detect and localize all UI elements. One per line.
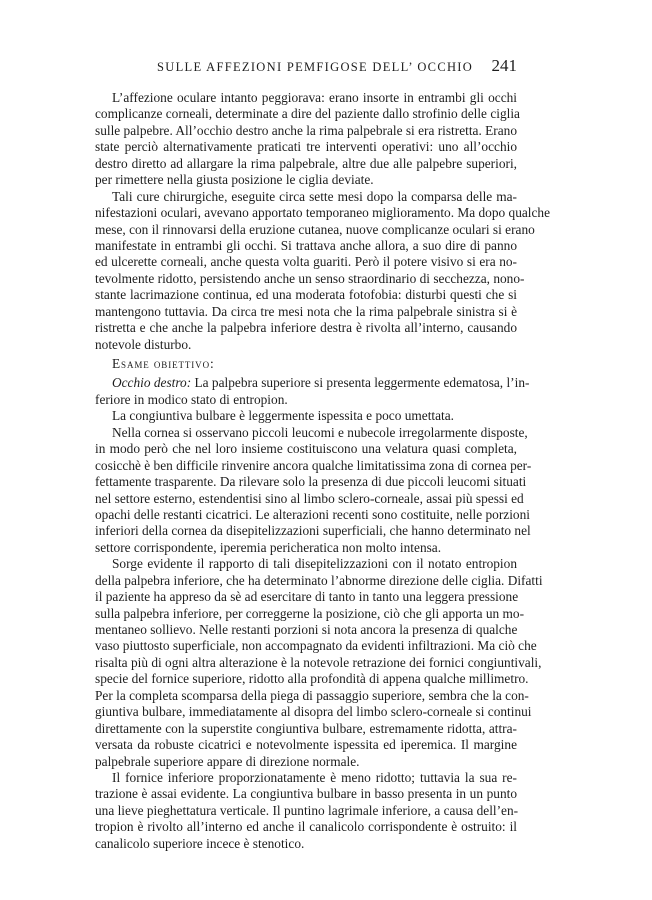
text-line: direttamente con la superstite congiuntiva bulbare, estremamente ridotta, attra- bbox=[95, 720, 517, 736]
text-line: della palpebra inferiore, che ha determinato l’abnorme direzione delle ciglia. Difatti bbox=[95, 572, 543, 588]
text-line: fettamente trasparente. Da rilevare solo la presenza di due piccoli leucomi situati bbox=[95, 474, 527, 490]
text-line: sulla palpebra inferiore, per correggerne la posizione, ciò che gli apporta un mo- bbox=[95, 605, 525, 621]
text-line: vaso piuttosto superficiale, non accompagnato da evidenti infiltrazioni. Ma ciò che bbox=[95, 638, 537, 654]
text-line: stante lacrimazione continua, ed una moderata fotofobia: disturbi questi che si bbox=[95, 287, 517, 303]
text-line: trazione è assai evidente. La congiuntiva bulbare in basso presenta in un punto bbox=[95, 786, 517, 802]
text-line: specie del fornice superiore, ridotto alla profondità di appena qualche millimetro. bbox=[95, 671, 529, 687]
text-line: Nella cornea si osservano piccoli leucomi e nubecole irregolarmente disposte, bbox=[112, 424, 528, 440]
text-run: La palpebra superiore si presenta leggermente edematosa, l’in- bbox=[191, 375, 530, 391]
text-line: ristretta e che anche la palpebra inferiore destra è rivolta all’interno, causando bbox=[95, 320, 517, 336]
text-line: versata da robuste cicatrici e notevolmente ispessita ed iperemica. Il margine bbox=[95, 737, 517, 753]
text-line: La congiuntiva bulbare è leggermente ispessita e poco umettata. bbox=[112, 408, 454, 424]
text-line: per rimettere nella giusta posizione le ciglia deviate. bbox=[95, 172, 374, 188]
text-line: sulle palpebre. All’occhio destro anche la rima palpebrale si era ristretta. Erano bbox=[95, 122, 518, 138]
text-line: in modo però che nel loro insieme costituiscono una velatura quasi completa, bbox=[95, 441, 517, 457]
text-line: inferiori della cornea da disepitelizzazioni superficiali, che hanno determinato nel bbox=[95, 523, 531, 539]
text-line: nel settore esterno, estendentisi sino al limbo sclero-corneale, assai più spessi ed bbox=[95, 490, 524, 506]
body-text bbox=[95, 90, 551, 852]
text-line: risalta più di ogni altra alterazione è la notevole retrazione dei fornici congiuntivali, bbox=[95, 654, 542, 670]
text-line: Per la completa scomparsa della piega di passaggio superiore, sembra che la con- bbox=[95, 687, 529, 703]
text-line: una lieve pieghettatura verticale. Il puntino lagrimale inferiore, a causa dell’en- bbox=[95, 802, 519, 818]
text-line: Tali cure chirurgiche, eseguite circa sette mesi dopo la comparsa delle ma- bbox=[112, 188, 517, 204]
text-line: canalicolo superiore incece è stenotico. bbox=[95, 835, 305, 851]
text-line: Il fornice inferiore proporzionatamente è meno ridotto; tuttavia la sua re- bbox=[112, 769, 517, 785]
text-line: state perciò alternativamente praticati tre interventi operativi: uno all’occhio bbox=[95, 139, 517, 155]
text-line: Sorge evidente il rapporto di tali disepitelizzazioni con il notato entropion bbox=[112, 556, 517, 572]
text-line: giuntiva bulbare, immediatamente al disopra del limbo sclero-corneale si continui bbox=[95, 704, 532, 720]
italic-label: Occhio destro: bbox=[112, 375, 192, 391]
text-line: opachi delle restanti cicatrici. Le alterazioni recenti sono costituite, nelle porzioni bbox=[95, 506, 530, 522]
text-line: mantengono tuttavia. Da circa tre mesi nota che la rima palpebrale sinistra si è bbox=[95, 303, 517, 319]
text-line: L’affezione oculare intanto peggiorava: erano insorte in entrambi gli occhi bbox=[112, 90, 517, 105]
text-line: tropion è rivolto all’interno ed anche il canalicolo corrispondente è ostruito: il bbox=[95, 819, 517, 835]
text-line bbox=[95, 375, 530, 391]
text-line: ed ulcerette corneali, anche questa volta guariti. Però il potere visivo si era no- bbox=[95, 254, 517, 270]
text-line: il paziente ha appreso da sè ad esercitare di tanto in tanto una leggera pressione bbox=[95, 589, 519, 605]
text-line: complicanze corneali, determinate a dire del paziente dallo strofinio delle ciglia bbox=[95, 106, 520, 122]
text-line: manifestate in entrambi gli occhi. Si trattava anche allora, a suo dire di panno bbox=[95, 237, 517, 253]
page-header bbox=[95, 57, 517, 81]
text-line: palpebrale superiore appare di direzione normale. bbox=[95, 753, 360, 769]
text-line: feriore in modico stato di entropion. bbox=[95, 391, 288, 407]
text-line: mese, con il rinnovarsi della eruzione cutanea, nuove complicanze oculari si erano bbox=[95, 221, 535, 237]
page-number: 241 bbox=[491, 56, 517, 75]
text-line: settore corrispondente, iperemia pericheratica non molto intensa. bbox=[95, 539, 442, 555]
text-line: notevole disturbo. bbox=[95, 336, 192, 352]
text-line: destro diretto ad allargare la rima palpebrale, altre due alle palpebre superiori, bbox=[95, 155, 517, 171]
section-heading: Esame obiettivo: bbox=[112, 356, 215, 371]
text-line: nifestazioni oculari, avevano apportato temporaneo miglioramento. Ma dopo qualche bbox=[95, 205, 551, 221]
running-head: SULLE AFFEZIONI PEMFIGOSE DELL’ OCCHIO bbox=[157, 60, 474, 74]
text-line: cosicchè è ben difficile rinvenire ancora qualche limitatissima zona di cornea per- bbox=[95, 457, 532, 473]
text-line: tevolmente ridotto, persistendo anche un senso straordinario di secchezza, nono- bbox=[95, 270, 525, 286]
text-line: mentaneo sollievo. Nelle restanti porzioni si nota ancora la presenza di qualche bbox=[95, 622, 518, 637]
